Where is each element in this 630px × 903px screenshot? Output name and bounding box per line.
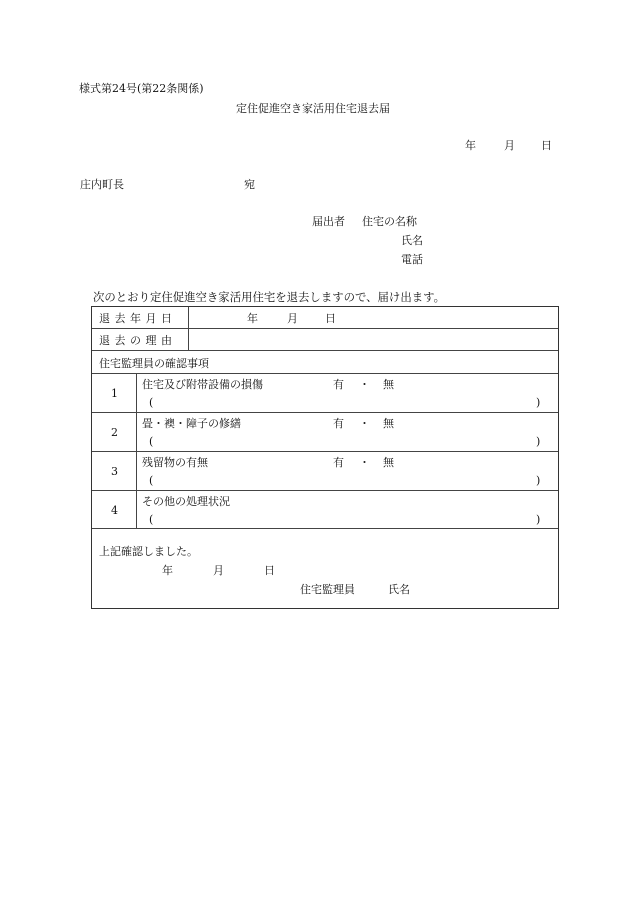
move-out-month: 月 <box>287 312 298 325</box>
item-paren-open: ( <box>149 396 154 409</box>
item-paren-close: ) <box>536 513 541 526</box>
item-dot: ・ <box>359 417 370 430</box>
date-month: 月 <box>504 139 515 152</box>
applicant-label: 届出者 <box>312 215 345 228</box>
inspector-name-label: 氏名 <box>388 583 410 596</box>
item-no: 無 <box>383 456 394 469</box>
item-yes: 有 <box>333 417 344 430</box>
move-out-date-label: 退去年月日 <box>99 312 177 325</box>
item-paren-open: ( <box>149 474 154 487</box>
applicant-phone-label: 電話 <box>401 253 423 266</box>
move-out-year: 年 <box>247 312 258 325</box>
date-day: 日 <box>541 139 552 152</box>
item-text: 畳・襖・障子の修繕 <box>142 417 241 430</box>
item-dot: ・ <box>359 378 370 391</box>
applicant-house-name-label: 住宅の名称 <box>362 215 417 228</box>
row-divider <box>92 373 558 374</box>
item-paren-close: ) <box>536 396 541 409</box>
item-text: 住宅及び附帯設備の損傷 <box>142 378 263 391</box>
confirm-day: 日 <box>264 564 275 577</box>
inspector-label: 住宅監理員 <box>300 583 355 596</box>
item-yes: 有 <box>333 378 344 391</box>
item-text: 残留物の有無 <box>142 456 208 469</box>
item-number: 3 <box>111 465 118 478</box>
column-divider <box>188 307 189 350</box>
item-paren-close: ) <box>536 435 541 448</box>
item-no: 無 <box>383 378 394 391</box>
item-number: 1 <box>111 387 118 400</box>
item-paren-close: ) <box>536 474 541 487</box>
intro-statement: 次のとおり定住促進空き家活用住宅を退去しますので、届け出ます。 <box>93 290 445 304</box>
row-divider <box>92 451 558 452</box>
date-year: 年 <box>465 139 476 152</box>
item-yes: 有 <box>333 456 344 469</box>
recipient-town-head: 庄内町長 <box>80 178 124 191</box>
form-number: 様式第24号(第22条関係) <box>79 82 204 95</box>
row-divider <box>92 412 558 413</box>
item-paren-open: ( <box>149 513 154 526</box>
confirm-month: 月 <box>213 564 224 577</box>
recipient-honorific: 宛 <box>244 178 255 191</box>
document-title: 定住促進空き家活用住宅退去届 <box>236 102 390 115</box>
item-paren-open: ( <box>149 435 154 448</box>
applicant-name-label: 氏名 <box>401 234 423 247</box>
row-divider <box>92 490 558 491</box>
column-divider <box>136 373 137 528</box>
row-divider <box>92 328 558 329</box>
check-items-header: 住宅監理員の確認事項 <box>99 357 209 370</box>
item-dot: ・ <box>359 456 370 469</box>
item-number: 4 <box>111 504 118 517</box>
row-divider <box>92 350 558 351</box>
move-out-reason-label: 退去の理由 <box>99 334 177 347</box>
item-no: 無 <box>383 417 394 430</box>
move-out-day: 日 <box>325 312 336 325</box>
item-number: 2 <box>111 426 118 439</box>
item-text: その他の処理状況 <box>142 495 230 508</box>
confirm-year: 年 <box>162 564 173 577</box>
row-divider <box>92 528 558 529</box>
confirmation-text: 上記確認しました。 <box>99 545 198 558</box>
form-table <box>91 306 559 609</box>
